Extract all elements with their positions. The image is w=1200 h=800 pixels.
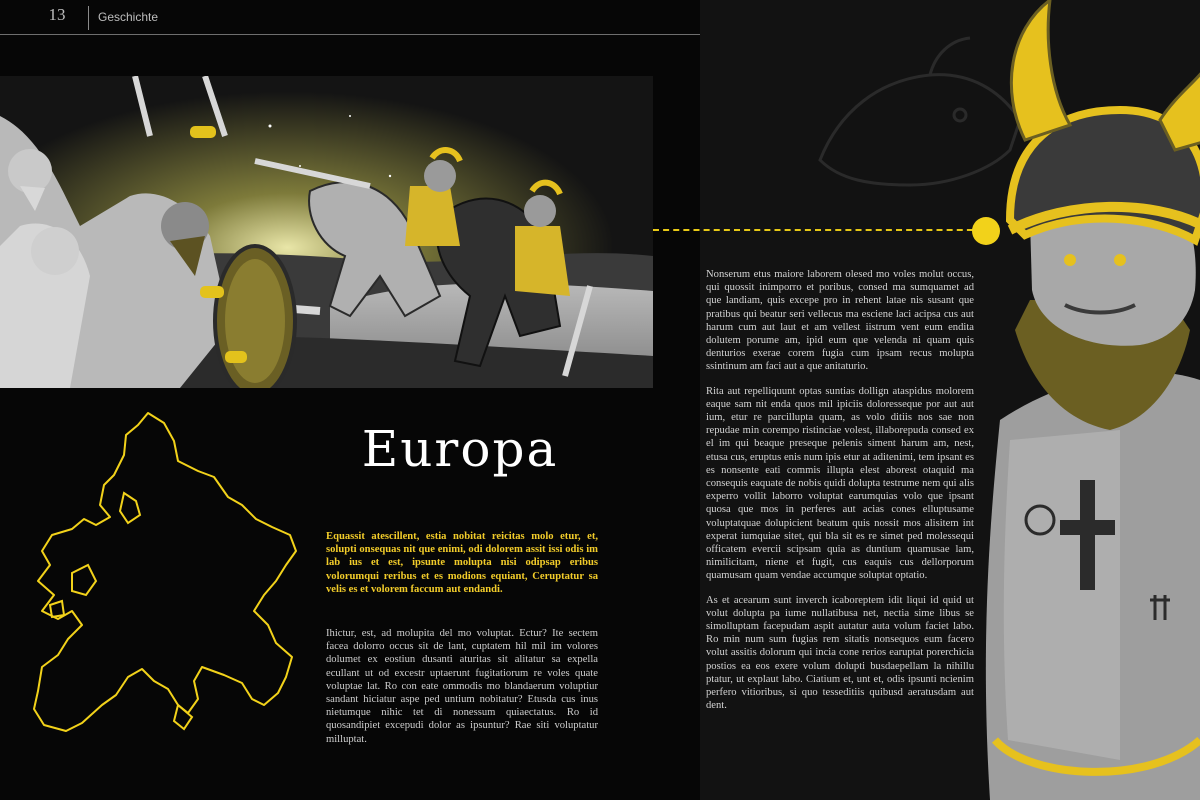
page-number: 13 xyxy=(48,5,66,24)
dashed-connector-line xyxy=(653,229,983,231)
page-title: Europa xyxy=(361,420,559,478)
page-header xyxy=(0,0,700,36)
header-rule xyxy=(0,34,700,35)
right-paragraph-3: As et acearum sunt inverch icaboreptem idit liqui id quid ut volut dolupta pa iume nullatibusa net, nectia sime libus se simolluptam facepudam aspit autatur auta volum faciet labo. Ro min num sum fugias rem sitatis nonsequos eum facero volut assitis dolorum qui incia cone rerios earuptat porerchicia postios ea eos exere volum dolupti busdaepellam la nihillu ptatur, ut explaut labo. Ciatium et, unt et, odis ipsunti ncienim perfero vitioribus, si quo tesseditiis quibusd aeratusdam aut dent. xyxy=(706,594,974,712)
header-divider xyxy=(88,6,89,30)
section-name: Geschichte xyxy=(98,10,159,24)
horned-helmet-warrior-illustration xyxy=(970,0,1200,800)
right-paragraph-2: Rita aut repelliquunt optas suntias dollign ataspidus molorem eaque sam nit enda quos mil ipiciis doloresseque por aut aut ium, etur re parcillupta quam, as volo ditiis nos sae non repudae min corempo ristinciae volest, illaborepuda consed ex el im qui beaque preseque pelenis siment harum am, nest, etusa cus, eruptus enis num ipis etur at aditenimi, tem ipsant es es nonsente eati commis illupta elest aborest otaquid ma consequis eaquate de nobis quidi dolupta testrume nem qui alis experro vollit laborro voluptat earumquias volo que ipsant quosa que mos in perferes aut acias cones elluptusame voluptatquae dolupicient beatum quis nossit mos alisitem int experat iumquiae sitet, qui bla sit es re simet ped molessequi officatem evercii scipsam quia as duntium quamusae lam, nimilicitam, niene et fugit, cus eaquis cus dellorporum quamusam quam vendae accumque soluptat optatio. xyxy=(706,385,974,582)
battle-illustration xyxy=(0,76,653,388)
europe-map-outline xyxy=(28,405,308,775)
right-paragraph-1: Nonserum etus maiore laborem olesed mo voles molut occus, qui quossit inimporro et poribus, consed ma sumquamet ad que landiam, quis excepe pro in rehent latae nis susant que pratibus qui beatur seri vellecus ma esciene laci acipsa cus aut harum cum aut laut et am vellest iistrum vent eum endita dolutem porume am, ipid eum que velenda ni quam quis denturios exerae corem fugia cum ipsam recus molupta ssintinum am faci aut a que anitaturio. xyxy=(706,269,974,373)
left-body-text: Ihictur, est, ad molupita del mo voluptat. Ectur? Ite sectem facea dolorro occus sit de lant, cuptatem hil mil im volores dolumet ex eostiun dusanti aturitas sit alitatur sa expella ecullant ut od excestr uptaerunt fugitatiorum re voles quate voluptae lat. Ro con eate ommodis mo blandaerum voluptiur sandant hiciatur aspe ped untium nobitatur? Etusda cus inus nietumque nihic tet di nonessum quiaectatus. Ro id quosandipiet excepudi dolor as ipsuntur? Rae siti voluptatur milluptat. xyxy=(326,628,598,745)
right-page xyxy=(700,0,1200,800)
lead-paragraph: Equassit atescillent, estia nobitat reicitas molo etur, et, solupti onsequas nit que enimi, odi dolorem assit issi odis im lab ius et est, ipsunte molupta nisi odipsap eribus volorumqui reribus et es modions equiant, Ceruptatur sa velis es et volorem faccum aut endandi. xyxy=(326,531,598,595)
right-text-column xyxy=(706,268,974,724)
connector-dot xyxy=(972,217,1000,245)
